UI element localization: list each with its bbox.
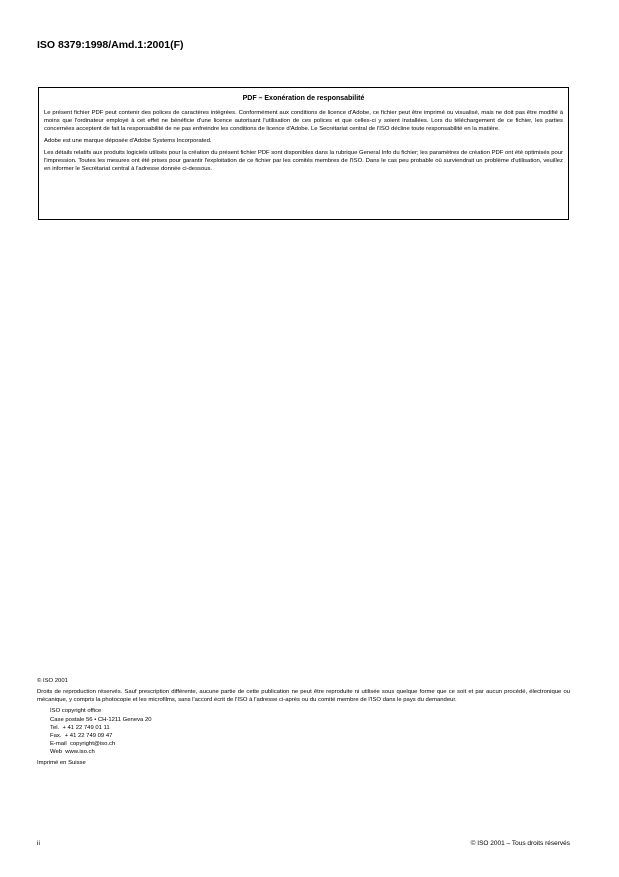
pdf-disclaimer-box (38, 87, 569, 220)
rights-statement: Droits de reproduction réservés. Sauf prescription différente, aucune partie de cette publication ne peut être reproduite ni utilisée sous quelque forme que ce soit et par aucun procédé, électronique ou mécanique, y compris la photocopie et les microfilms, sans l'accord écrit de l'ISO à l'adresse ci-après ou du comité membre de l'ISO dans le pays du demandeur. (37, 689, 570, 704)
document-identifier: ISO 8379:1998/Amd.1:2001(F) (37, 39, 184, 51)
office-name: ISO copyright office (50, 708, 102, 715)
office-tel: Tel. + 41 22 749 01 11 (50, 724, 110, 731)
office-street: Case postale 56 • CH-1211 Geneva 20 (50, 716, 152, 723)
disclaimer-paragraph-software: Les détails relatifs aux produits logiciels utilisés pour la création du présent fichier PDF sont disponibles dans la rubrique General Info du fichier; les paramètres de création PDF ont été optimisés pour l'impression. Toutes les mesures ont été prises pour garantir l'exploitation de ce fichier par les comités membres de l'ISO. Dans le cas peu probable où surviendrait un problème d'utilisation, veuillez en informer le Secrétariat central à l'adresse donnée ci-dessous. (44, 149, 563, 172)
office-web: Web www.iso.ch (50, 749, 95, 756)
office-fax: Fax. + 41 22 749 09 47 (50, 732, 113, 739)
office-email: E-mail copyright@iso.ch (50, 740, 116, 747)
disclaimer-paragraph-trademark: Adobe est une marque déposée d'Adobe Systems Incorporated. (44, 137, 212, 144)
copyright-office-address (50, 707, 570, 756)
copyright-notice (37, 677, 570, 767)
copyright-line: © ISO 2001 (37, 678, 68, 684)
disclaimer-title: PDF – Exonération de responsabilité (242, 95, 365, 102)
disclaimer-paragraph-fonts: Le présent fichier PDF peut contenir des polices de caractères intégrées. Conformément aux conditions de licence d'Adobe, ce fichier peut être imprimé ou visualisé, mais ne doit pas être modifié à moins que l'ordinateur employé à cet effet ne bénéficie d'une licence autorisant l'utilisation de ces polices et que celles-ci y soient installées. Lors du téléchargement de ce fichier, les parties concernées acceptent de fait la responsabilité de ne pas enfreindre les conditions de licence d'Adobe. Le Secrétariat central de l'ISO décline toute responsabilité en la matière. (44, 109, 563, 132)
printed-in: Imprimé en Suisse (37, 760, 86, 767)
page-number: ii (37, 840, 40, 847)
footer-copyright: © ISO 2001 – Tous droits réservés (470, 840, 570, 847)
